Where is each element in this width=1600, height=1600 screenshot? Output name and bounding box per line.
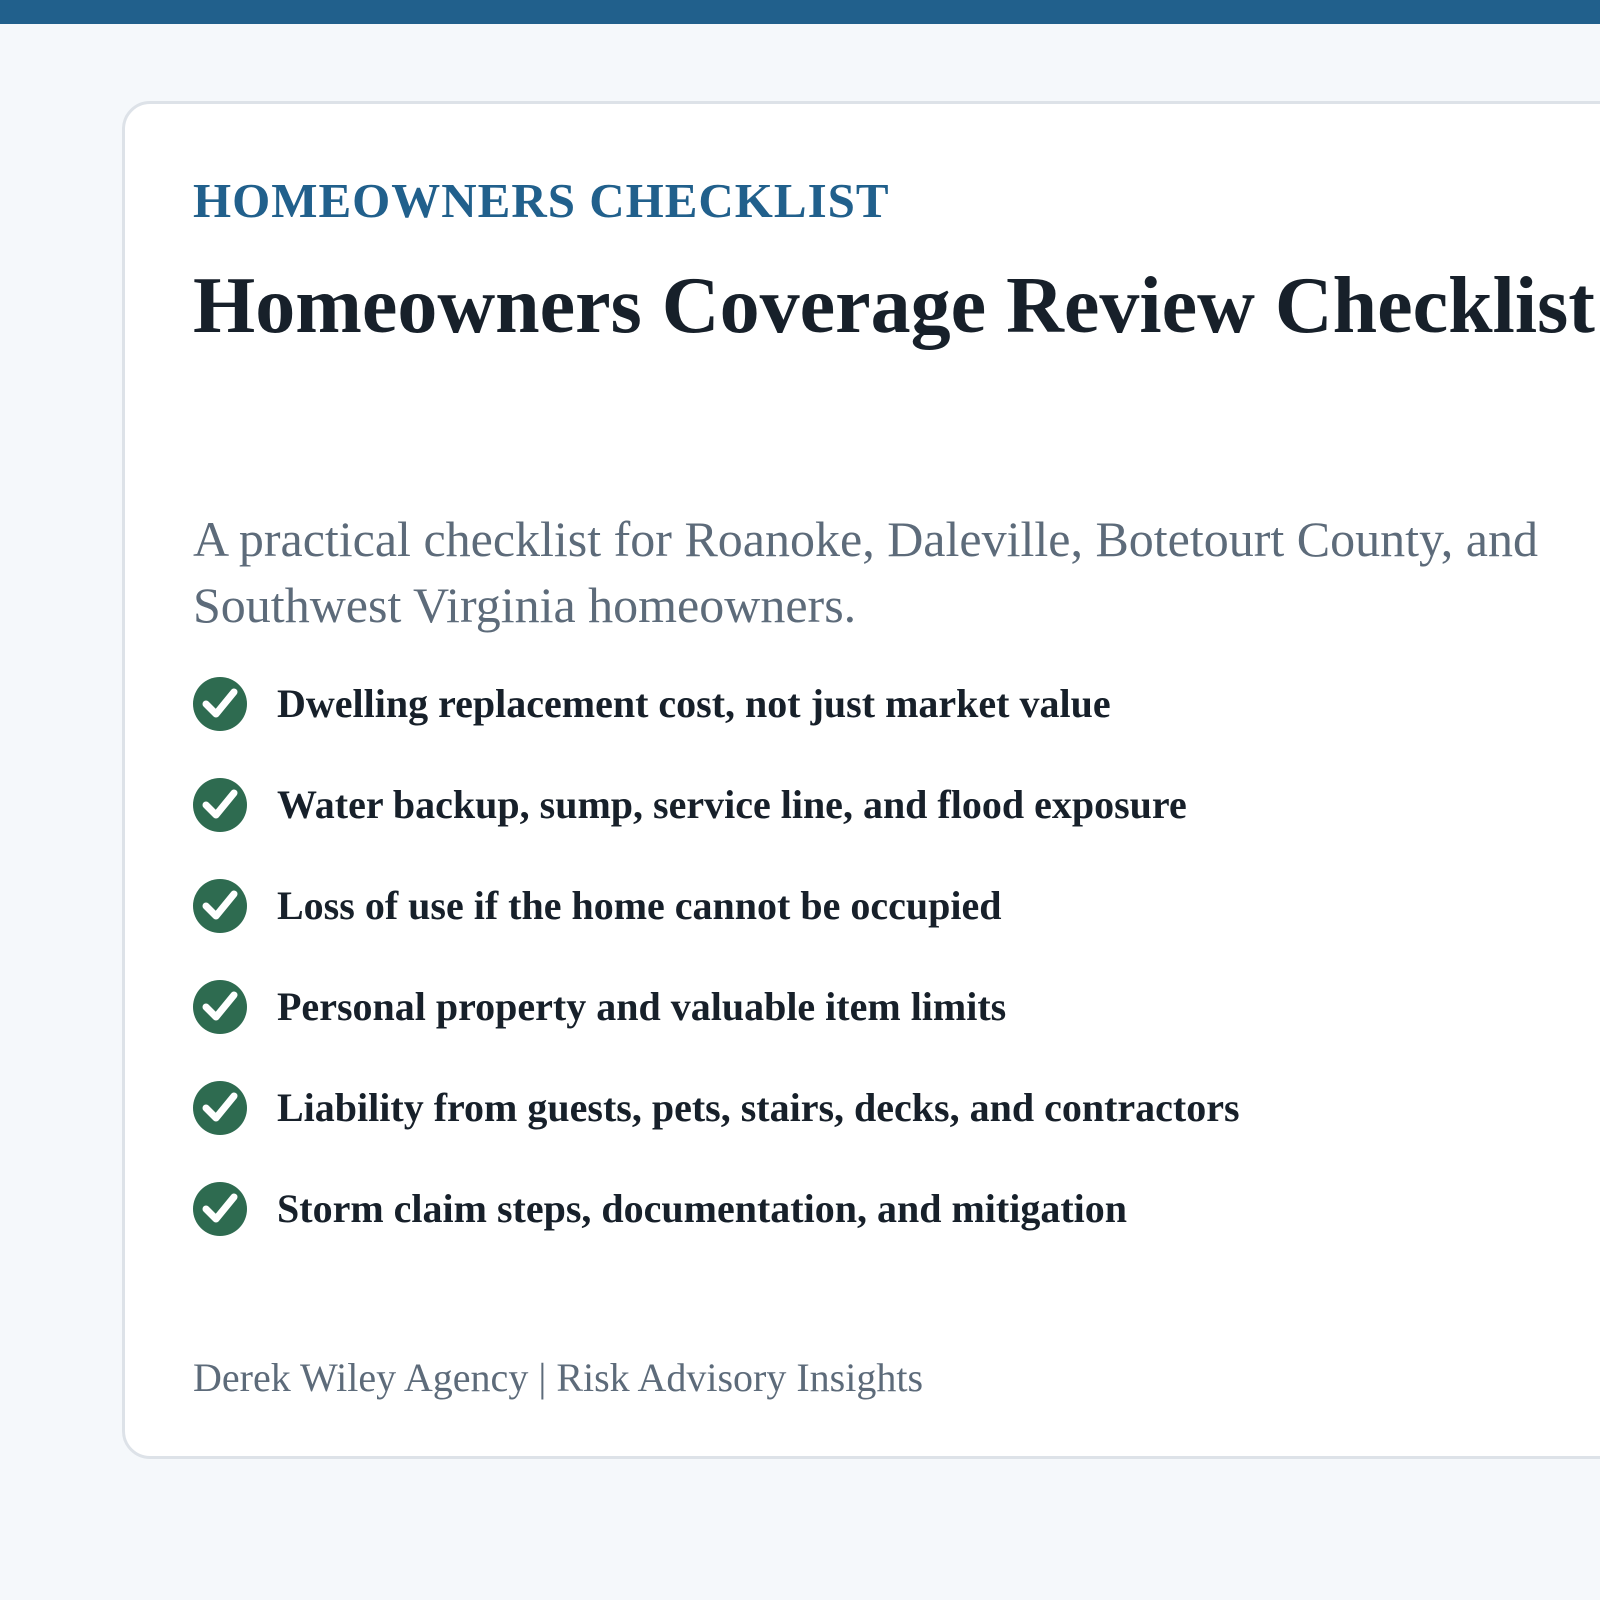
check-circle-icon — [193, 1182, 247, 1236]
eyebrow-label: HOMEOWNERS CHECKLIST — [193, 173, 890, 228]
checklist-item — [193, 980, 1240, 1081]
checklist-item — [193, 1081, 1240, 1182]
footer-attribution: Derek Wiley Agency | Risk Advisory Insights — [193, 1355, 924, 1400]
checklist-item — [193, 879, 1240, 980]
check-circle-icon — [193, 1081, 247, 1135]
check-circle-icon — [193, 879, 247, 933]
check-circle-icon — [193, 980, 247, 1034]
checklist-item — [193, 677, 1240, 778]
top-accent-bar — [0, 0, 1600, 24]
checklist-item-label: Personal property and valuable item limits — [277, 984, 1007, 1029]
checklist-item — [193, 1182, 1240, 1283]
check-circle-icon — [193, 778, 247, 832]
checklist-card — [122, 101, 1600, 1459]
checklist-item — [193, 778, 1240, 879]
check-circle-icon — [193, 677, 247, 731]
coverage-checklist — [193, 677, 1240, 1283]
checklist-item-label: Dwelling replacement cost, not just market value — [277, 681, 1111, 726]
checklist-item-label: Storm claim steps, documentation, and mitigation — [277, 1186, 1127, 1231]
checklist-item-label: Liability from guests, pets, stairs, decks, and contractors — [277, 1085, 1240, 1130]
page-title: Homeowners Coverage Review Checklist — [193, 262, 1595, 350]
checklist-item-label: Water backup, sump, service line, and flood exposure — [277, 782, 1187, 827]
page-subtitle: A practical checklist for Roanoke, Daleville, Botetourt County, and Southwest Virginia homeowners. — [193, 511, 1538, 633]
checklist-item-label: Loss of use if the home cannot be occupied — [277, 883, 1002, 928]
